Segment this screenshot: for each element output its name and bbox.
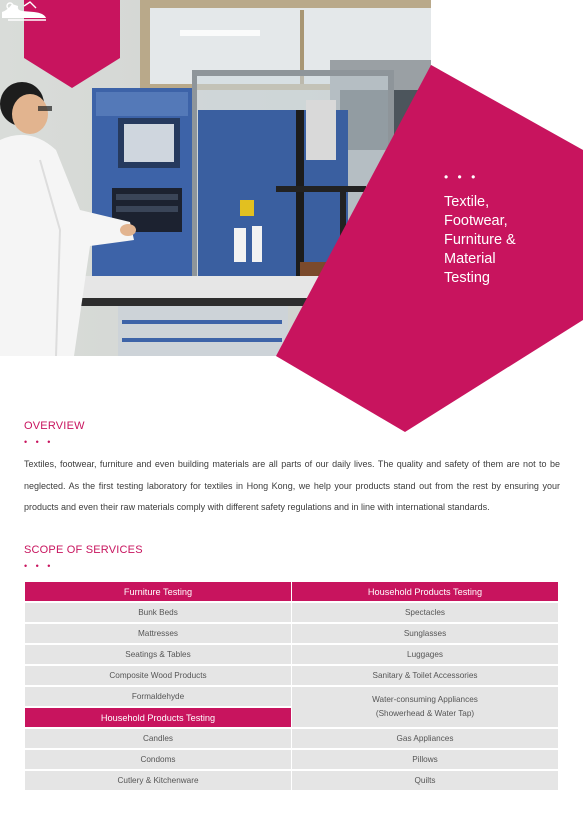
- table-cell: Spectacles: [292, 603, 558, 622]
- cell-line: Water-consuming Appliances: [372, 695, 478, 704]
- scope-dots: • • •: [24, 561, 54, 571]
- overview-paragraph: Textiles, footwear, furniture and even building materials are all parts of our daily lives. The quality and safety of them are not to be neglected. As the first testing laboratory for textiles in Hong Kong, we help your products stand out from the rest by ensuring your products and even their raw materials comply with different safety regulations and in line with international standards.: [24, 459, 560, 512]
- title-line: Textile,: [444, 194, 490, 210]
- table-cell: Gas Appliances: [292, 729, 558, 748]
- household-column: [292, 582, 558, 792]
- page-title: [444, 193, 564, 288]
- title-line: Footwear,: [444, 213, 508, 229]
- table-cell: Bunk Beds: [25, 603, 291, 622]
- overview-dots: • • •: [24, 437, 54, 447]
- table-cell: Pillows: [292, 750, 558, 769]
- table-cell: Seatings & Tables: [25, 645, 291, 664]
- table-header: Furniture Testing: [25, 582, 291, 601]
- table-cell: Quilts: [292, 771, 558, 790]
- title-line: Material: [444, 251, 496, 267]
- footwear-icon: [0, 0, 48, 22]
- table-cell: Luggages: [292, 645, 558, 664]
- table-cell: Formaldehyde: [25, 687, 291, 706]
- table-header: Household Products Testing: [292, 582, 558, 601]
- table-header: Household Products Testing: [25, 708, 291, 727]
- title-line: Testing: [444, 270, 490, 286]
- table-cell: Sunglasses: [292, 624, 558, 643]
- overview-heading: OVERVIEW: [24, 420, 85, 432]
- table-cell: Sanitary & Toilet Accessories: [292, 666, 558, 685]
- scope-heading: SCOPE OF SERVICES: [24, 544, 143, 556]
- table-cell: Mattresses: [25, 624, 291, 643]
- title-line: Furniture &: [444, 232, 516, 248]
- table-cell: [292, 687, 558, 727]
- table-cell: Cutlery & Kitchenware: [25, 771, 291, 790]
- title-dots: • • •: [444, 170, 479, 184]
- table-cell: Composite Wood Products: [25, 666, 291, 685]
- furniture-column: [25, 582, 291, 792]
- table-cell: Condoms: [25, 750, 291, 769]
- cell-line: (Showerhead & Water Tap): [375, 709, 475, 718]
- table-cell: Candles: [25, 729, 291, 748]
